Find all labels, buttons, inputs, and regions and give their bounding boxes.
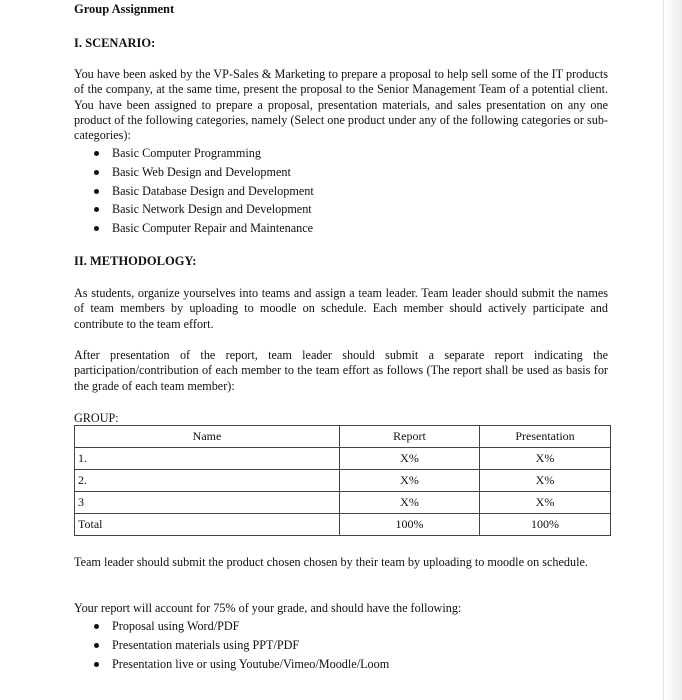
methodology-paragraph-4: Your report will account for 75% of your grade, and should have the following: bbox=[74, 601, 462, 615]
presentation-cell: X% bbox=[480, 492, 611, 514]
grades-table bbox=[74, 425, 611, 536]
table-row bbox=[75, 470, 611, 492]
scenario-paragraph: You have been asked by the VP-Sales & Marketing to prepare a proposal to help sell some of the IT products of the company, at the same time, present the proposal to the Senior Management Team of a potential client. You have been assigned to prepare a proposal, presentation materials, and sales presentation on any one product of the following categories, namely (Select one product under any of the following categories or sub-categories): bbox=[74, 67, 608, 143]
list-item: Proposal using Word/PDF bbox=[92, 617, 389, 636]
methodology-paragraph-3: Team leader should submit the product chosen chosen by their team by uploading to moodle on schedule. bbox=[74, 555, 588, 569]
document-title: Group Assignment bbox=[74, 2, 175, 16]
presentation-cell: X% bbox=[480, 470, 611, 492]
report-cell: X% bbox=[340, 448, 480, 470]
list-item: Presentation materials using PPT/PDF bbox=[92, 636, 389, 655]
table-row bbox=[75, 448, 611, 470]
methodology-paragraph-1: As students, organize yourselves into teams and assign a team leader. Team leader should submit the names of team members by uploading to moodle on schedule. Each member should actively participate and contribute to the team effort. bbox=[74, 286, 608, 331]
deliverables-list bbox=[92, 617, 389, 673]
list-item: Basic Computer Repair and Maintenance bbox=[92, 219, 314, 238]
report-cell: X% bbox=[340, 492, 480, 514]
list-item: Basic Database Design and Development bbox=[92, 182, 314, 201]
row-label: 3 bbox=[75, 492, 340, 514]
methodology-paragraph-2: After presentation of the report, team leader should submit a separate report indicating the participation/contribution of each member to the team effort as follows (The report shall be used as basis for the grade of each team member): bbox=[74, 348, 608, 393]
report-cell: 100% bbox=[340, 514, 480, 536]
header-report: Report bbox=[340, 426, 480, 448]
category-list bbox=[92, 144, 314, 238]
list-item: Basic Web Design and Development bbox=[92, 163, 314, 182]
row-label: 1. bbox=[75, 448, 340, 470]
group-label: GROUP: bbox=[74, 411, 119, 425]
header-name: Name bbox=[75, 426, 340, 448]
methodology-heading: II. METHODOLOGY: bbox=[74, 254, 197, 268]
page-edge bbox=[663, 0, 682, 700]
list-item: Basic Computer Programming bbox=[92, 144, 314, 163]
list-item: Presentation live or using Youtube/Vimeo/Moodle/Loom bbox=[92, 655, 389, 674]
table-header-row bbox=[75, 426, 611, 448]
table-row-total bbox=[75, 514, 611, 536]
presentation-cell: X% bbox=[480, 448, 611, 470]
row-label: Total bbox=[75, 514, 340, 536]
report-cell: X% bbox=[340, 470, 480, 492]
header-presentation: Presentation bbox=[480, 426, 611, 448]
scenario-heading: I. SCENARIO: bbox=[74, 36, 156, 50]
table-row bbox=[75, 492, 611, 514]
presentation-cell: 100% bbox=[480, 514, 611, 536]
row-label: 2. bbox=[75, 470, 340, 492]
list-item: Basic Network Design and Development bbox=[92, 200, 314, 219]
